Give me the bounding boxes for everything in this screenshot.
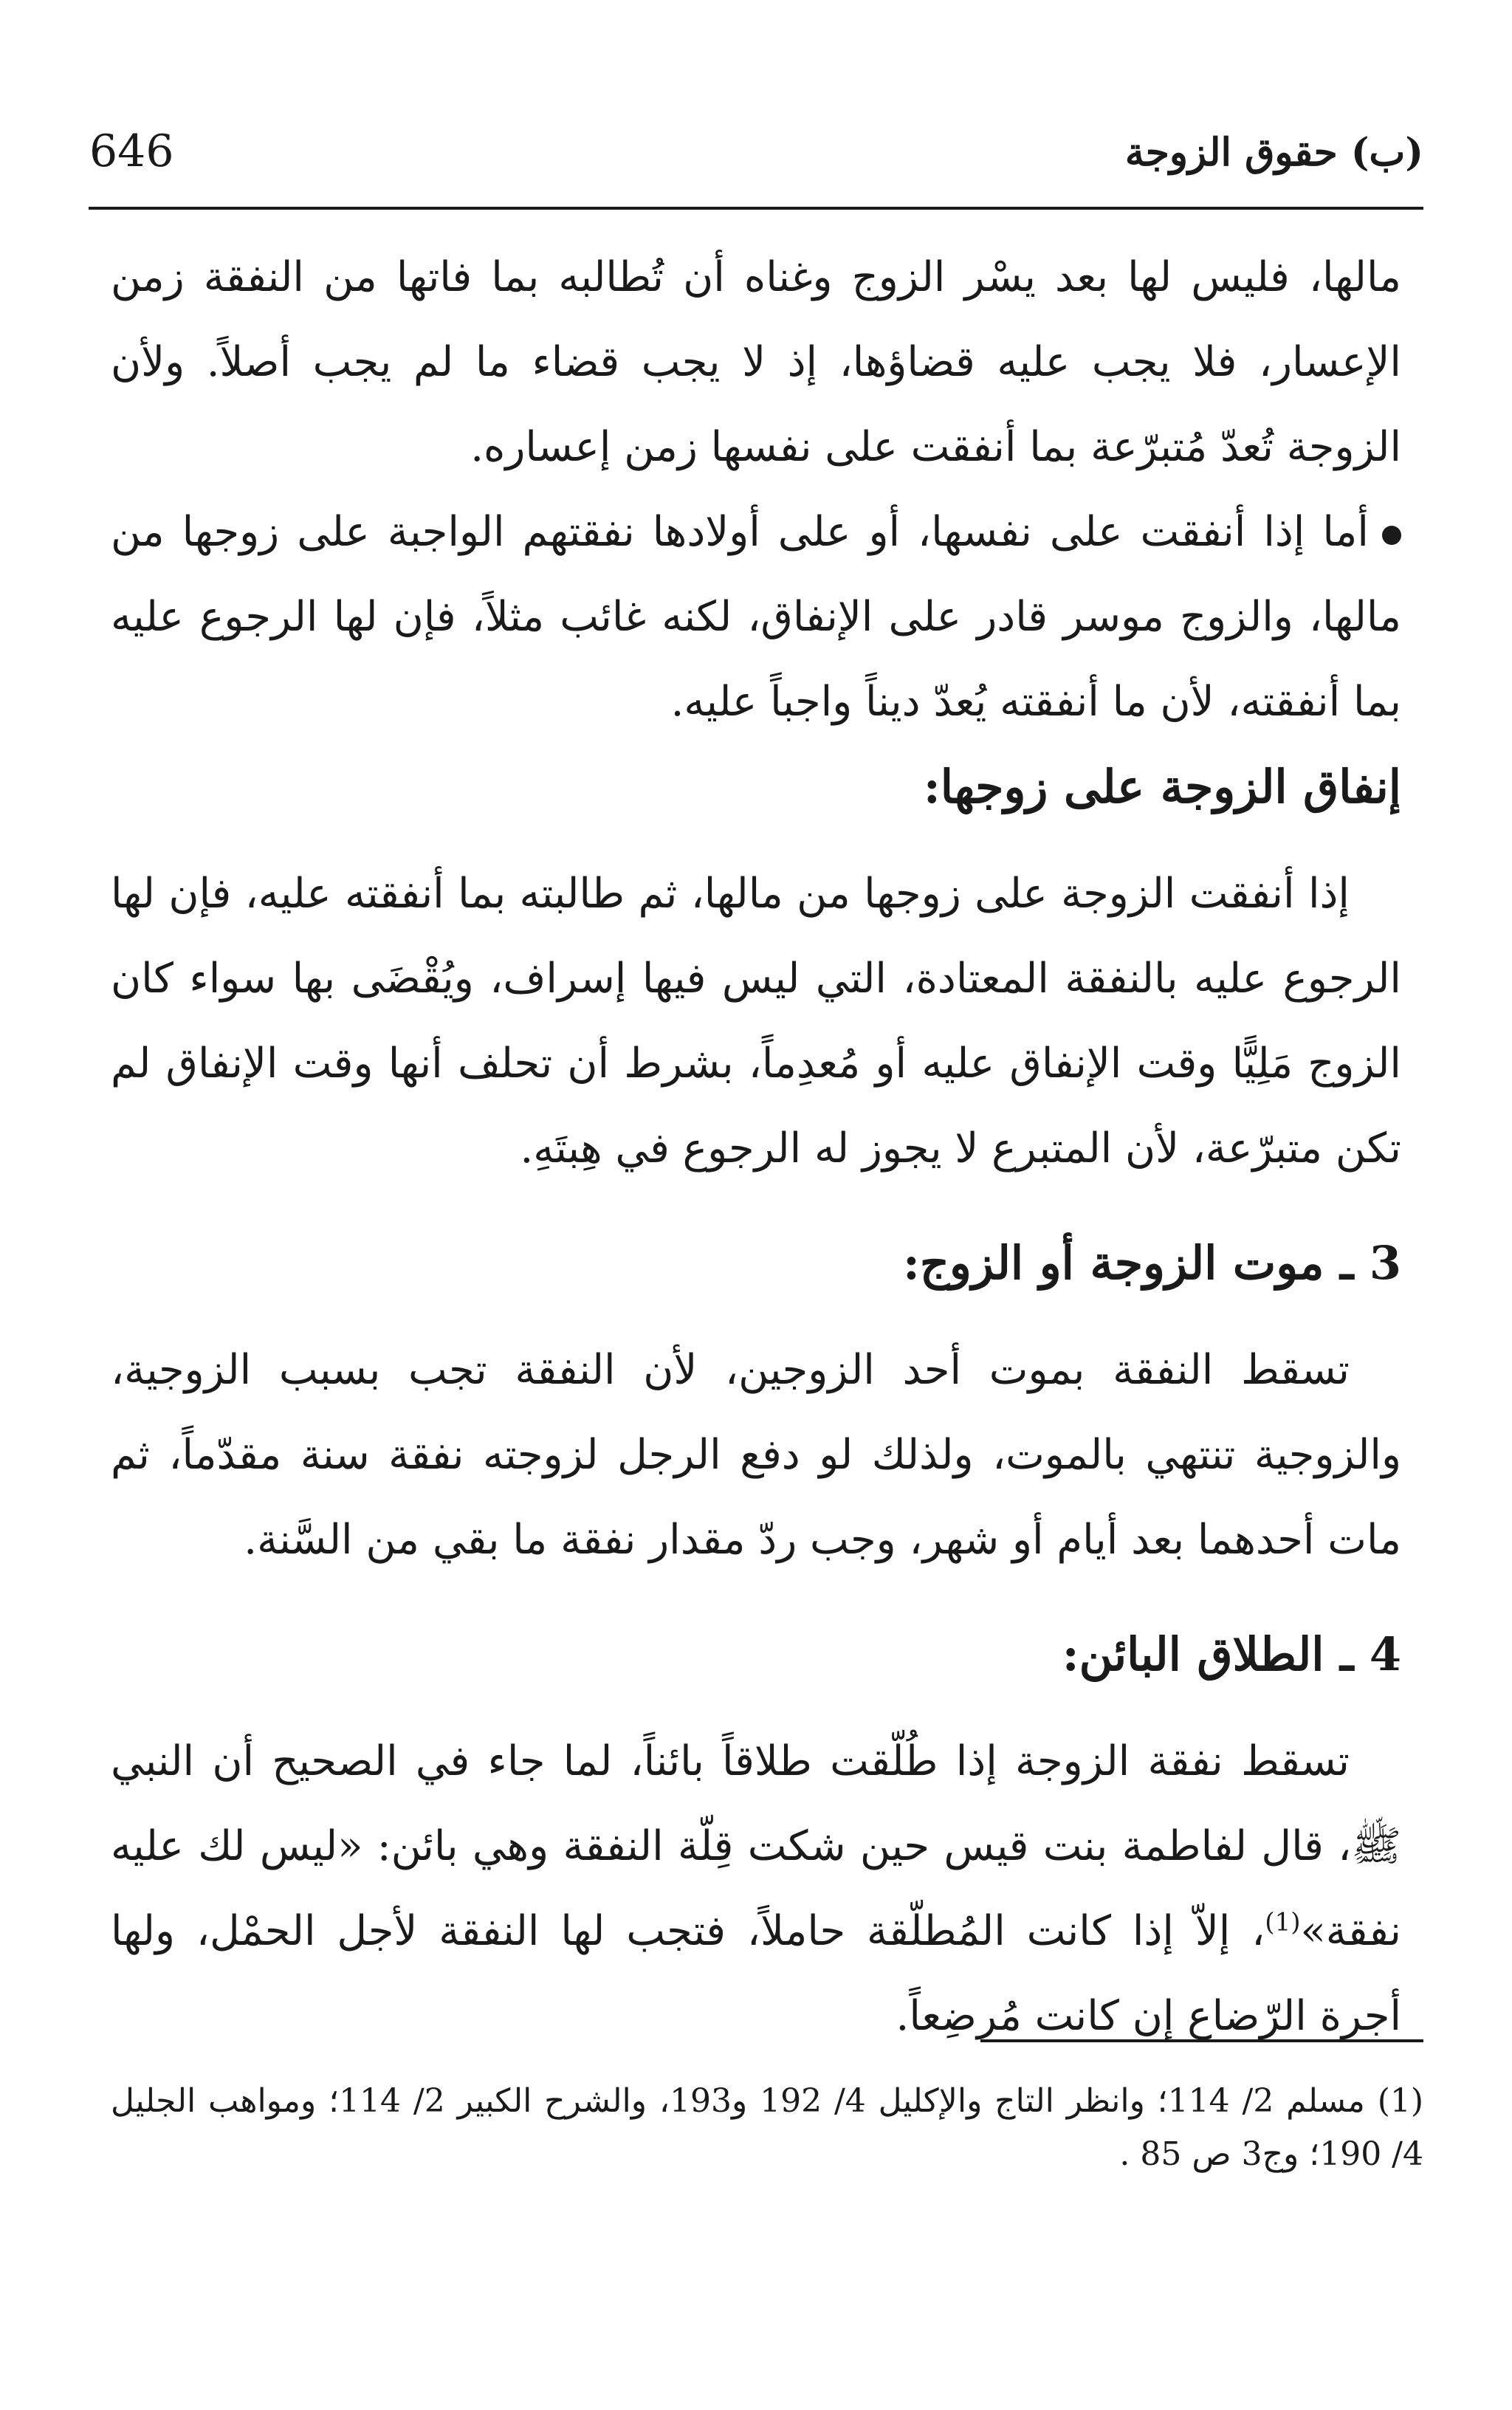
bullet-paragraph-text: أما إذا أنفقت على نفسها، أو على أولادها نفقتهم الواجبة على زوجها من مالها، والزوج موسر قادر على الإنفاق، لكنه غائب مثلاً، فإن لها الرجوع عليه بما أنفقته، لأن ما أنفقته يُعدّ ديناً واجباً عليه. [111,508,1401,726]
footnotes [111,2075,1423,2181]
section-heading-death: 3 ـ موت الزوجة أو الزوج: [902,1236,1401,1290]
section-heading-wife-spending: إنفاق الزوجة على زوجها: [923,760,1401,814]
footnote-reference: (1) [1265,1907,1301,1937]
paragraph: إذا أنفقت الزوجة على زوجها من مالها، ثم طالبته بما أنفقته عليه، فإن لها الرجوع عليه بالنفقة المعتادة، التي ليس فيها إسراف، ويُقْضَى بها سواء كان الزوج مَلِيًّا وقت الإنفاق عليه أو مُعدِماً، بشرط أن تحلف أنها وقت الإنفاق لم تكن متبرّعة، لأن المتبرع لا يجوز له الرجوع في هِبتَهِ. [111,870,1401,1173]
paragraph [111,1719,1401,2059]
paragraph-text: ، إلاّ إذا كانت المُطلّقة حاملاً، فتجب لها النفقة لأجل الحمْل، ولها أجرة الرّضاع إن كانت مُرضِعاً. [111,1907,1401,2040]
footnote-item: (1) مسلم 2/ 114؛ وانظر التاج والإكليل 4/ 192 و193، والشرح الكبير 2/ 114؛ ومواهب الجليل 4/ 190؛ وج3 ص 85 . [111,2082,1424,2173]
paragraph-continuation: مالها، فليس لها بعد يسْر الزوج وغناه أن تُطالبه بما فاتها من النفقة زمن الإعسار، فلا يجب عليه قضاؤها، إذ لا يجب قضاء ما لم يجب أصلاً. ولأن الزوجة تُعدّ مُتبرّعة بما أنفقت على نفسها زمن إعساره. [111,253,1401,471]
bullet-dot-icon [1382,526,1401,545]
bullet-paragraph [111,490,1401,744]
footnote-separator [980,2039,1423,2042]
paragraph: تسقط النفقة بموت أحد الزوجين، لأن النفقة تجب بسبب الزوجية، والزوجية تنتهي بالموت، ولذلك لو دفع الرجل لزوجته نفقة سنة مقدّماً، ثم مات أحدهما بعد أيام أو شهر، وجب ردّ مقدار نفقة ما بقي من السَّنة. [111,1346,1401,1564]
section-heading-divorce: 4 ـ الطلاق البائن: [1062,1627,1401,1681]
body-text [111,235,1401,2059]
page-number: 646 [89,126,174,177]
paragraph-text: تسقط نفقة الزوجة إذا طُلّقت طلاقاً بائناً، لما جاء في الصحيح أن النبي ﷺ، قال لفاطمة بنت قيس حين شكت قِلّة النفقة وهي بائن: «ليس لك عليه نفقة» [111,1737,1401,1955]
page-header [89,126,1423,210]
running-head: (ب) حقوق الزوجة [1124,130,1423,175]
